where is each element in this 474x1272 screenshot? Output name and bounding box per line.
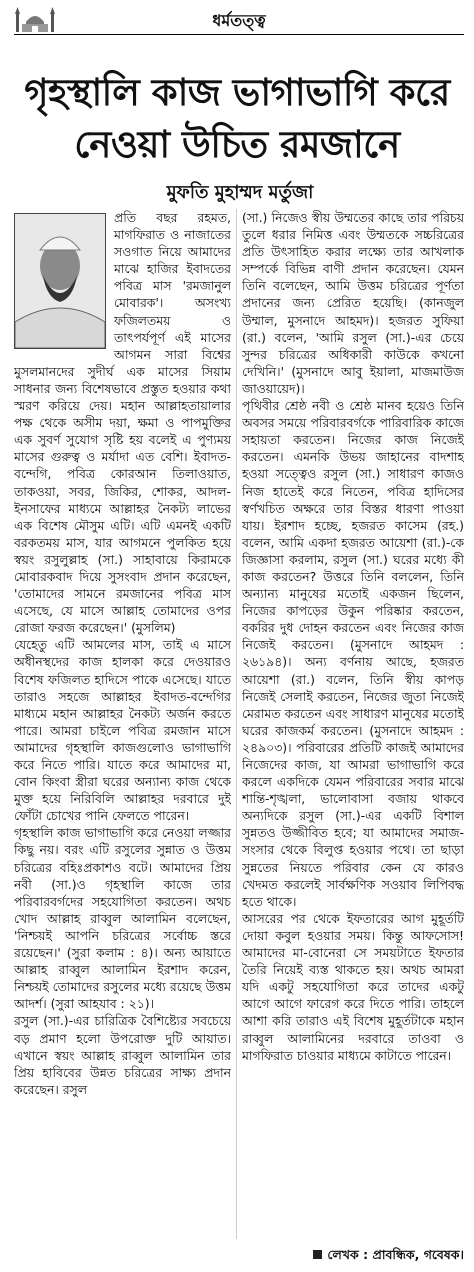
author-note-label: লেখক :: [327, 1247, 369, 1262]
byline: মুফতি মুহাম্মদ মর্তুজা: [166, 182, 314, 203]
article-column-right: [242, 209, 464, 1237]
section-label: ধর্মতত্ত্ব: [212, 11, 266, 30]
author-note: [250, 1247, 464, 1267]
paragraph: রসুল (সা.)-এর চারিত্রিক বৈশিষ্ট্যের সবচেয়ে বড় প্রমাণ হলো উপরোক্ত দুটি আয়াত। এখানে স্বয়ং আল্লাহ রাব্বুল আলামিন তার প্রিয় হাবিবের উন্নত চরিত্রের সাক্ষ্য প্রদান করেছেন। রসুল: [14, 1013, 231, 1097]
paragraph: আসরের পর থেকে ইফতারের আগ মুহূর্তটি দোয়া কবুল হওয়ার সময়। কিন্তু আফসোস! আমাদের মা-বোনেরা সে সময়টাতে ইফতার তৈরি নিয়েই ব্যস্ত থাকতে হয়। অথচ আমরা যদি একটু সহযোগিতা করে তাদের একটু আগে আগে ফারেগ করে দিতে পারি। তাহলে আশা করি তারাও এই বিশেষ মুহূর্তটাকে মহান রাব্বুল আলামিনের দরবারে তাওবা ও মাগফিরাত চাওয়ার মাধ্যমে কাটাতে পারেন।: [242, 910, 464, 1063]
paragraph: গৃহস্থালি কাজ ভাগাভাগি করে নেওয়া লজ্জার কিছু নয়। বরং এটি রসুলের সুন্নাত ও উত্তম চরিত্রের বহিঃপ্রকাশও বটে। আমাদের প্রিয় নবী (সা.)ও গৃহস্থালি কাজে তার পরিবারবর্গদের সহযোগিতা করতেন। অথচ খোদ আল্লাহ রাব্বুল আলামিন বলেছেন, 'নিশ্চয়ই আপনি চরিত্রের সর্বোচ্চ স্তরে রয়েছেন।' (সুরা কলাম : ৪)। অন্য আয়াতে আল্লাহ রাব্বুল আলামিন ইরশাদ করেন, নিশ্চয়ই তোমাদের রসুলের মধ্যে রয়েছে উত্তম আদর্শ। (সুরা আহযাব : ২১)।: [14, 825, 231, 1012]
author-photo: [14, 213, 106, 349]
section-header: [14, 4, 464, 35]
paragraph: পৃথিবীর শ্রেষ্ঠ নবী ও শ্রেষ্ঠ মানব হয়েও তিনি অবসর সময়ে পরিবারবর্গকে পারিবারিক কাজে সহায়তা করতেন। নিজের কাজ নিজেই করতেন। এমনকি উভয় জাহানের বাদশাহ হওয়া সত্ত্বেও রসুল (সা.) সাধারণ কাজও নিজ হাতেই করে নিতেন, পবিত্র হাদিসের স্বর্ণখচিত অক্ষরে তার বিস্তর ধারণা পাওয়া যায়। ইরশাদ হচ্ছে, হজরত কাসেম (রহ.) বলেন, আমি একদা হজরত আয়েশা (রা.)-কে জিজ্ঞাসা করলাম, রসুল (সা.) ঘরের মধ্যে কী কাজ করতেন? উত্তরে তিনি বললেন, তিনি অন্যান্য মানুষের মতোই একজন ছিলেন, নিজের কাপড়ের উকুন পরিষ্কার করতেন, বকরির দুধ দোহন করতেন এবং নিজের কাজ নিজেই করতেন। (মুসনাদে আহমদ : ২৬১৯৪)। অন্য বর্ণনায় আছে, হজরত আয়েশা (রা.) বলেন, তিনি স্বীয় কাপড় নিজেই সেলাই করতেন, নিজের জুতা নিজেই মেরামত করতেন এবং সাধারণ মানুষের মতোই ঘরের কাজকর্ম করতেন। (মুসনাদে আহমদ : ২৪৯০৩)। পরিবারের প্রতিটি কাজই আমাদের নিজেদের কাজ, যা আমরা ভাগাভাগি করে করলে একদিকে যেমন পরিবারের সবার মাঝে শান্তি-শৃঙ্খলা, ভালোবাসা বজায় থাকবে অন্যদিকে রসুল (সা.)-এর একটি বিশাল সুন্নতও উজ্জীবিত হবে; যা আমাদের সমাজ-সংসার থেকে বিলুপ্ত হওয়ার পথে। তা ছাড়া সুন্নতের নিয়তে পরিবার কেন যে কারও খেদমত করলেই সার্বক্ষণিক সওয়াব লিপিবদ্ধ হতে থাকে।: [242, 398, 464, 909]
column-divider: [236, 209, 237, 1239]
paragraph: প্রতি বছর রহমত, মাগফিরাত ও নাজাতের সওগাত নিয়ে আমাদের মাঝে হাজির ইবাদতের পবিত্র মাস 'রমজানুল মোবারক'। অসংখ্য ফজিলতময় ও তাৎপর্যপূর্ণ এই মাসের আগমন সারা বিশ্বের মুসলমানদের সুদীর্ঘ এক মাসের সিয়াম সাধনার জন্য বিশেষভাবে প্রস্তুত হওয়ার কথা স্মরণ করিয়ে দেয়। মহান আল্লাহতায়ালার পক্ষ থেকে অসীম দয়া, ক্ষমা ও পাপমুক্তির এক সুবর্ণ সুযোগ সৃষ্টি হয় বলেই এ পুণ্যময় মাসের গুরুত্ব ও মর্যাদা এত বেশি। ইবাদত-বন্দেগি, পবিত্র কোরআন তিলাওয়াত, তাকওয়া, সবর, জিকির, শোকর, আদল-ইনসাফের মাধ্যমে আল্লাহর নৈকট্য লাভের এক বিশেষ মৌসুম এটি। এটি এমনই একটি বরকতময় মাস, যার আগমনে পুলকিত হয়ে স্বয়ং রসুলুল্লাহ (সা.) সাহাবায়ে কিরামকে মোবারকবাদ দিয়ে সুসংবাদ প্রদান করেছেন, 'তোমাদের সামনে রমজানের পবিত্র মাস এসেছে, যে মাসে আল্লাহ তোমাদের ওপর রোজা ফরজ করেছেন।' (মুসলিম): [14, 210, 231, 636]
paragraph: (সা.) নিজেও স্বীয় উম্মতের কাছে তার পরিচয় তুলে ধরার নিমিত্ত এবং উম্মতকে সচ্চরিত্রের প্রতি উৎসাহিত করার লক্ষ্যে তার আখলাক সম্পর্কে বিভিন্ন বাণী প্রদান করেছেন। যেমন তিনি বলেছেন, আমি উত্তম চরিত্রের পূর্ণতা প্রদানের জন্য প্রেরিত হয়েছি। (কানজুল উম্মাল, মুসনাদে আহমদ)। হজরত সুফিয়া (রা.) বলেন, 'আমি রসুল (সা.)-এর চেয়ে সুন্দর চরিত্রের অধিকারী কাউকে কখনো দেখিনি।' (মুসনাদে আবু ইয়ালা, মাজমাউজ জাওয়ায়েদ)।: [242, 210, 464, 396]
article-column-left: [14, 209, 231, 1267]
headline-line-2: নেওয়া উচিত রমজানে: [74, 123, 400, 166]
paragraph: যেহেতু এটি আমলের মাস, তাই এ মাসে অধীনস্থদের কাজ হালকা করে দেওয়ারও বিশেষ ফজিলত হাদিসে পাকে এসেছে। যাতে তারাও সহজে আল্লাহর ইবাদত-বন্দেগির মাধ্যমে মহান আল্লাহর নৈকট্য অর্জন করতে পারে। আমরা চাইলে পবিত্র রমজান মাসে আমাদের গৃহস্থালি কাজগুলোও ভাগাভাগি করে নিতে পারি। যাতে করে আমাদের মা, বোন কিংবা স্ত্রীরা ঘরের অন্যান্য কাজ থেকে মুক্ত হয়ে নিরিবিলি আল্লাহর দরবারে দুই ফোঁটা চোখের পানি ফেলতে পারেন।: [14, 637, 231, 824]
author-note-text: প্রাবন্ধিক, গবেষক।: [372, 1247, 464, 1262]
square-bullet-icon: [313, 1250, 322, 1259]
headline-line-1: গৃহস্থালি কাজ ভাগাভাগি করে: [24, 71, 450, 114]
